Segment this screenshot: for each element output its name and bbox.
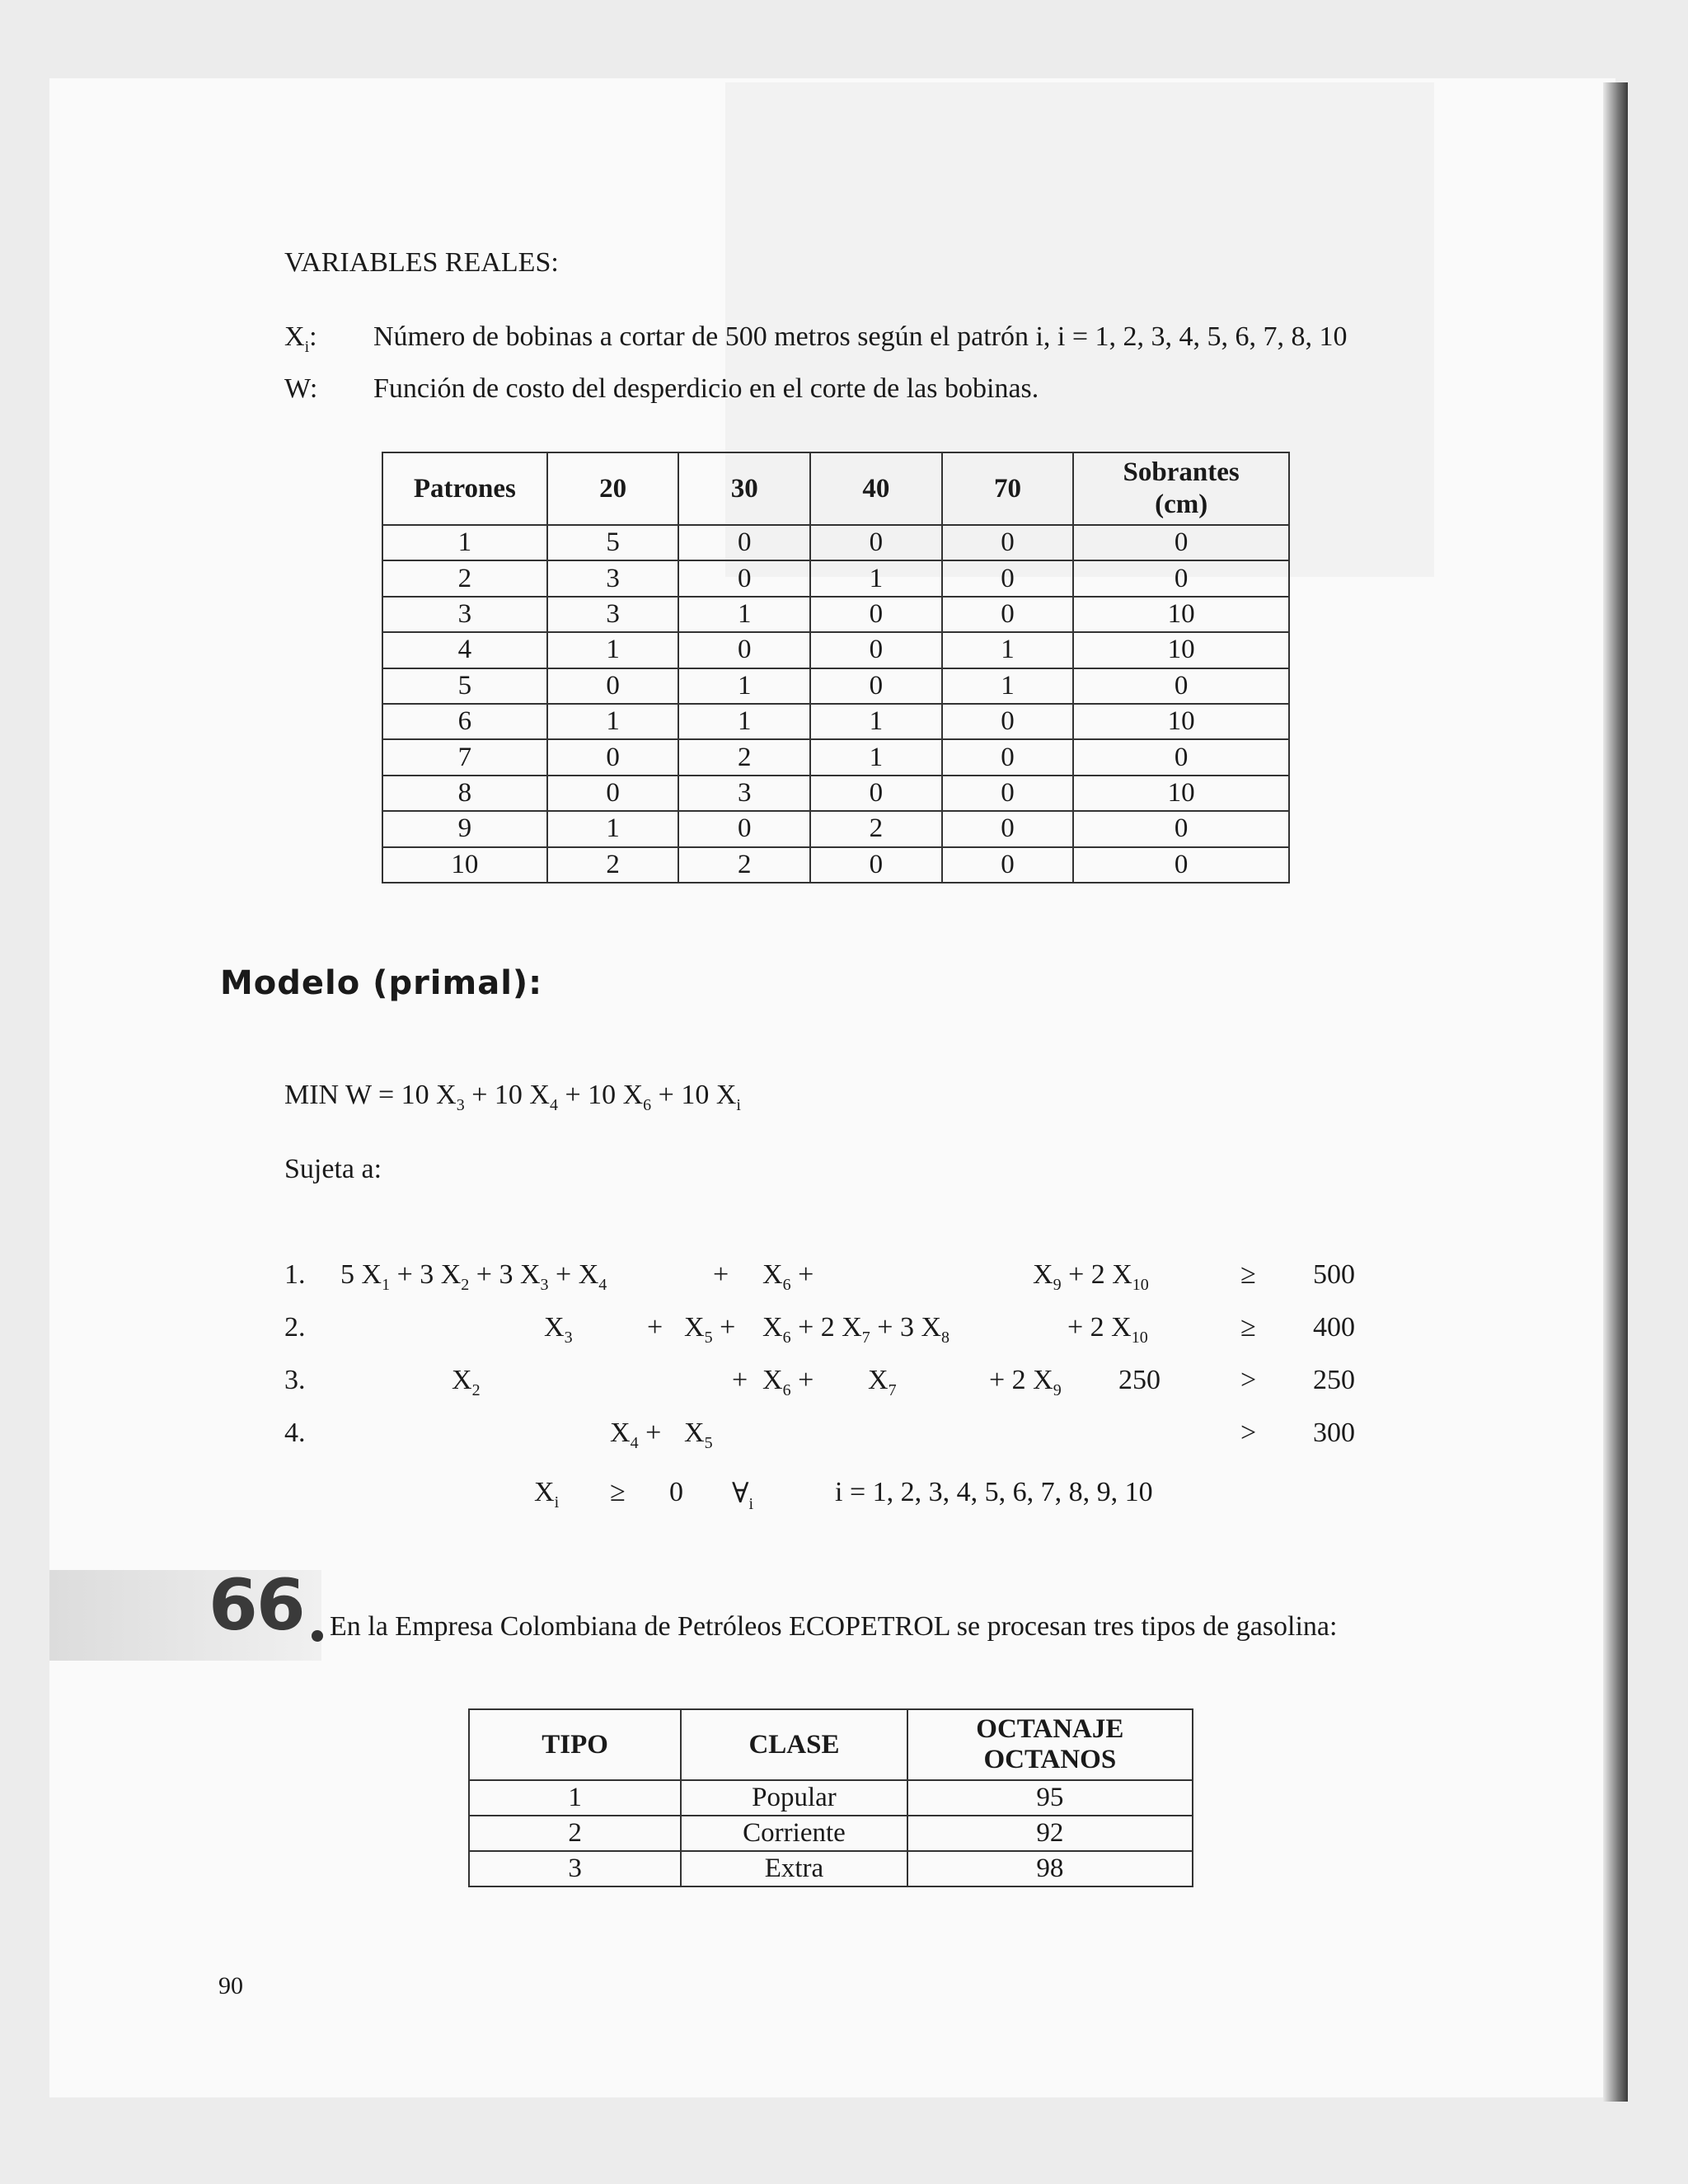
header-octanaje: OCTANAJE OCTANOS — [907, 1709, 1193, 1780]
table-cell: 0 — [547, 739, 679, 775]
x-variable-description: Número de bobinas a cortar de 500 metros según el patrón i, i = 1, 2, 3, 4, 5, 6, 7, 8, 10 — [373, 321, 1348, 352]
table-cell: 2 — [469, 1816, 681, 1851]
header-40: 40 — [810, 452, 942, 525]
table-cell: 98 — [907, 1851, 1193, 1886]
table-cell: 10 — [382, 847, 547, 883]
patterns-table — [382, 452, 1290, 883]
table-cell: 0 — [810, 847, 942, 883]
table-cell: 92 — [907, 1816, 1193, 1851]
header-70: 70 — [942, 452, 1074, 525]
table-cell: 3 — [469, 1851, 681, 1886]
variables-title: VARIABLES REALES: — [284, 247, 559, 278]
page-number: 90 — [218, 1972, 243, 1999]
table-cell: 10 — [1073, 704, 1289, 739]
table-cell: 10 — [1073, 597, 1289, 632]
table-cell: 3 — [547, 560, 679, 596]
table-cell: 2 — [678, 847, 810, 883]
table-row — [382, 847, 1289, 883]
table-cell: 0 — [810, 525, 942, 560]
table-cell: 1 — [382, 525, 547, 560]
table-cell: 0 — [678, 811, 810, 846]
table-cell: 1 — [547, 632, 679, 668]
table-cell: 3 — [382, 597, 547, 632]
table-cell: 1 — [810, 560, 942, 596]
table-cell: 3 — [678, 776, 810, 811]
table-cell: 1 — [469, 1780, 681, 1816]
table-cell: 1 — [810, 739, 942, 775]
table-cell: 1 — [810, 704, 942, 739]
header-patrones: Patrones — [382, 452, 547, 525]
table-cell: 0 — [1073, 668, 1289, 704]
bullet-dot-icon — [312, 1630, 323, 1642]
table-cell: 0 — [1073, 525, 1289, 560]
table-row — [382, 668, 1289, 704]
table-row — [469, 1816, 1193, 1851]
problem-statement: En la Empresa Colombiana de Petróleos ECOPETROL se procesan tres tipos de gasolina: — [330, 1611, 1338, 1642]
table-row — [382, 560, 1289, 596]
table-row — [469, 1780, 1193, 1816]
table-cell: 5 — [382, 668, 547, 704]
table-cell: 5 — [547, 525, 679, 560]
table-cell: 0 — [942, 560, 1074, 596]
table-cell: 0 — [1073, 739, 1289, 775]
header-30: 30 — [678, 452, 810, 525]
header-20: 20 — [547, 452, 679, 525]
x-variable-symbol: $X_i$: — [284, 321, 317, 356]
w-variable-symbol: W: — [284, 373, 318, 404]
table-cell: 0 — [678, 560, 810, 596]
table-row — [382, 739, 1289, 775]
table-cell: 0 — [810, 632, 942, 668]
table-cell: 7 — [382, 739, 547, 775]
table-cell: 1 — [678, 668, 810, 704]
table-cell: 4 — [382, 632, 547, 668]
table-cell: 0 — [942, 776, 1074, 811]
table-row — [382, 776, 1289, 811]
table-cell: 2 — [678, 739, 810, 775]
table-cell: 0 — [547, 776, 679, 811]
table-cell: 9 — [382, 811, 547, 846]
w-variable-description: Función de costo del desperdicio en el corte de las bobinas. — [373, 373, 1039, 404]
table-cell: 0 — [1073, 847, 1289, 883]
table-cell: 2 — [547, 847, 679, 883]
table-cell: 0 — [942, 597, 1074, 632]
problem-number: 66 — [209, 1564, 304, 1647]
table-cell: 6 — [382, 704, 547, 739]
table-row — [382, 704, 1289, 739]
table-row — [469, 1851, 1193, 1886]
objective-function: MIN W = 10 $X_3 + 10$ $X_4 + 10$ $X_6 + 10$ $X_i$ — [284, 1080, 741, 1114]
model-heading: Modelo (primal): — [220, 964, 543, 1002]
table-cell: Popular — [681, 1780, 907, 1816]
header-clase: CLASE — [681, 1709, 907, 1780]
table-cell: 10 — [1073, 632, 1289, 668]
header-tipo: TIPO — [469, 1709, 681, 1780]
table-cell: 0 — [810, 668, 942, 704]
table-cell: 1 — [547, 811, 679, 846]
table-cell: 0 — [942, 704, 1074, 739]
table-cell: 1 — [678, 704, 810, 739]
subject-to-label: Sujeta a: — [284, 1154, 382, 1184]
table-cell: 3 — [547, 597, 679, 632]
table-cell: 10 — [1073, 776, 1289, 811]
table-cell: 0 — [942, 739, 1074, 775]
table-cell: 0 — [942, 525, 1074, 560]
table-cell: 1 — [942, 668, 1074, 704]
table-cell: Corriente — [681, 1816, 907, 1851]
table-cell: 95 — [907, 1780, 1193, 1816]
table-cell: 0 — [1073, 560, 1289, 596]
binding-shadow — [1603, 82, 1628, 2102]
header-sobrantes: Sobrantes (cm) — [1073, 452, 1289, 525]
table-cell: 0 — [942, 811, 1074, 846]
table-row — [382, 525, 1289, 560]
table-row — [382, 632, 1289, 668]
table-cell: 0 — [810, 776, 942, 811]
table-cell: 8 — [382, 776, 547, 811]
table-row — [382, 597, 1289, 632]
table-cell: 1 — [942, 632, 1074, 668]
table-cell: 2 — [810, 811, 942, 846]
table-cell: 0 — [678, 525, 810, 560]
table-cell: Extra — [681, 1851, 907, 1886]
table-cell: 0 — [678, 632, 810, 668]
table-row — [382, 811, 1289, 846]
table-cell: 0 — [1073, 811, 1289, 846]
table-cell: 0 — [810, 597, 942, 632]
table-cell: 2 — [382, 560, 547, 596]
gasoline-table — [468, 1708, 1193, 1887]
table-cell: 0 — [547, 668, 679, 704]
table-cell: 0 — [942, 847, 1074, 883]
table-cell: 1 — [547, 704, 679, 739]
table-cell: 1 — [678, 597, 810, 632]
